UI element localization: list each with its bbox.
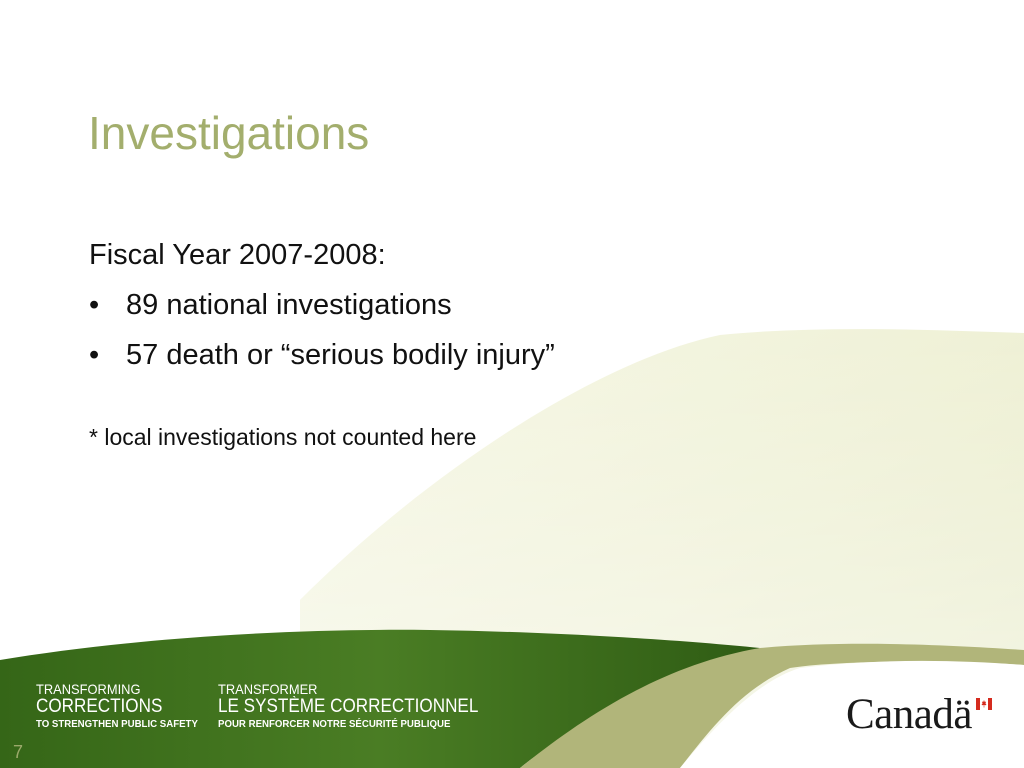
bullet-item [89,330,709,380]
bullet-item [89,280,709,330]
intro-line: Fiscal Year 2007-2008: [89,239,386,271]
canada-wordmark: Canadä [846,691,972,738]
bullet-marker: • [89,289,100,321]
tagline-line3: TO STRENGTHEN PUBLIC SAFETY [36,718,198,730]
footnote: * local investigations not counted here [89,424,477,450]
tagline-line2: CORRECTIONS [36,696,163,717]
bullet-marker: • [89,339,100,371]
slide-body [89,230,709,380]
tagline-line1: TRANSFORMING [36,681,141,697]
tagline-line2: LE SYSTÈME CORRECTIONNEL [218,696,479,717]
footer-english-tagline [36,681,212,731]
canada-flag-icon [976,698,992,710]
footer-french-tagline [218,681,507,731]
page-number: 7 [13,742,24,762]
tagline-line1: TRANSFORMER [218,681,318,697]
bullet-text: 89 national investigations [126,289,452,321]
slide-title: Investigations [88,107,370,159]
bullet-text: 57 death or “serious bodily injury” [126,339,555,371]
tagline-line3: POUR RENFORCER NOTRE SÉCURITÉ PUBLIQUE [218,718,451,730]
